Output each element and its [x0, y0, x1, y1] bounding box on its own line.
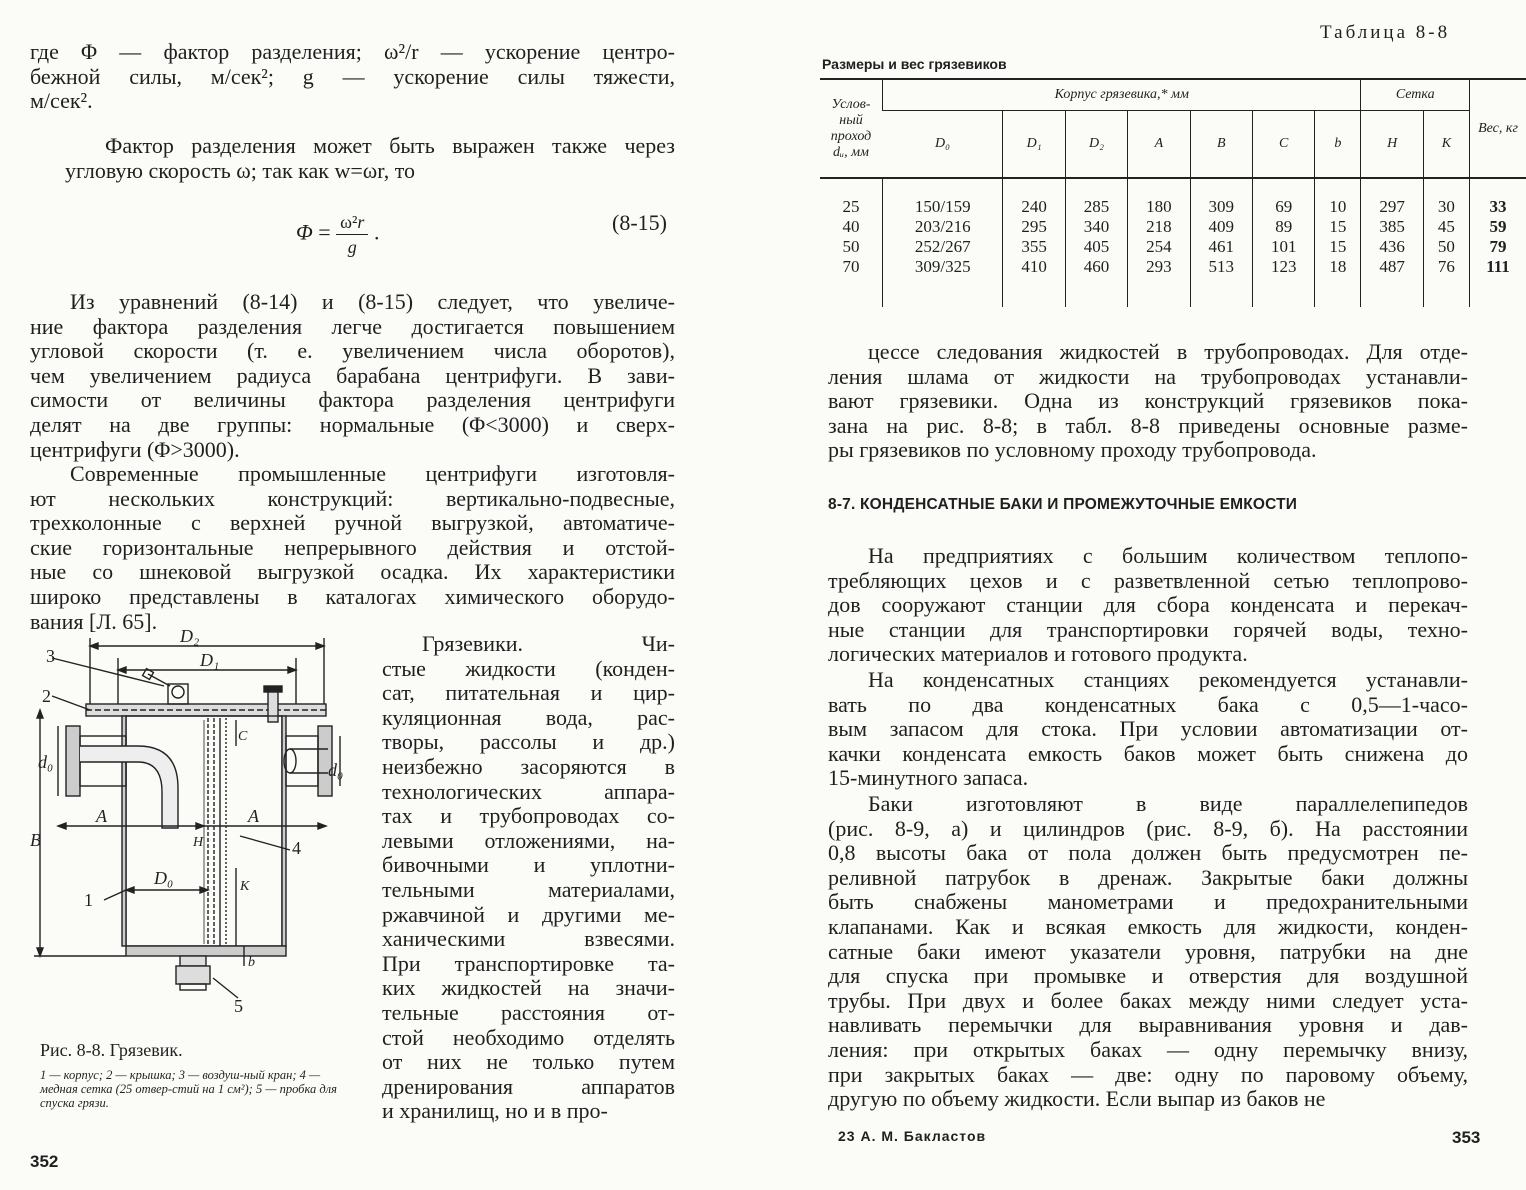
table-cell: 10 [1315, 197, 1361, 217]
table-cell: 18 [1315, 257, 1361, 277]
label-2: 2 [42, 686, 51, 706]
text-line: На конденсатных станциях рекомендуется устанавли- [868, 667, 1468, 692]
text-line: требляющих цехов и с разветвленной сетью теплопрово- [828, 567, 1468, 593]
text-line: тельные расстояния от- [382, 999, 675, 1025]
text-line: куляционная вода, рас- [382, 704, 675, 730]
th-col: H [1361, 111, 1423, 179]
table-cell: 355 [1003, 237, 1065, 257]
text-line: м/сек². [30, 88, 93, 114]
text-line: дов сооружают станции для сбора конденсата и перекач- [828, 592, 1468, 618]
th-col: b [1315, 111, 1361, 179]
th-mesh: Сетка [1361, 79, 1470, 111]
text-line: вать по два конденсатных бака с 0,5—1-часо- [828, 691, 1468, 717]
mud-trap-drawing [28, 628, 358, 1028]
figure-legend: 1 — корпус; 2 — крышка; 3 — воздуш-ный кран; 4 — медная сетка (25 отвер-стий на 1 см²); 5 — пробка для спуска грязи. [40, 1068, 337, 1110]
text-line: качки конденсата емкость баков может быть снижена до [828, 740, 1468, 766]
figure-caption: Рис. 8-8. Грязевик. [40, 1040, 183, 1060]
text-line: логических материалов и готового продукта. [828, 641, 1248, 667]
paragraph-condensate-tanks [828, 668, 1468, 791]
table-cell: 76 [1423, 257, 1469, 277]
text-line: ржавчиной и другими ме- [382, 901, 675, 927]
text-line: На предприятиях с большим количеством теплопо- [868, 543, 1468, 568]
page-number-right: 353 [1452, 1128, 1481, 1147]
label-h: H [193, 835, 204, 850]
table-cell: 180 [1128, 197, 1190, 217]
table-cell: 410 [1003, 257, 1065, 277]
label-a-left: A [96, 806, 107, 826]
text-line: дренирования аппаратов [382, 1073, 675, 1099]
text-line: реливной патрубок в дренаж. Закрытые баки должны [828, 864, 1468, 890]
text-line: 15-минутного запаса. [828, 765, 1029, 791]
table-cell: 513 [1190, 257, 1252, 277]
table-cell: 50 [842, 237, 860, 256]
label-4: 4 [292, 838, 301, 858]
text-line: навливать перемычки для выравнивания уровня и дав- [828, 1012, 1468, 1038]
table-cell: 79 [1470, 237, 1526, 257]
table-row [820, 257, 1526, 277]
text-line: Грязевики. Чи- [422, 631, 675, 656]
text-line: ные станции для транспортировки горячей воды, техно- [828, 616, 1468, 642]
text-line: ние фактора разделения легче достигается повышением [30, 313, 675, 339]
text-line: ские горизонтальные непрерывного действия и отстой- [30, 534, 675, 560]
text-line: ления: при открытых баках — одну перемычку внизу, [828, 1036, 1468, 1062]
dimensions-table [820, 78, 1526, 307]
footer-author: 23 А. М. Бакластов [838, 1128, 987, 1144]
th-cond: Услов-ный проход dᵤ, мм [820, 79, 883, 178]
text-line: (рис. 8-9, а) и цилиндров (рис. 8-9, б). На расстоянии [828, 815, 1468, 841]
table-cell: 460 [1065, 257, 1127, 277]
paragraph-angular-velocity [65, 134, 675, 183]
table-cell: 15 [1315, 237, 1361, 257]
text-line: 0,8 высоты бака от пола должен быть предусмотрен пе- [828, 840, 1468, 866]
text-line: Из уравнений (8-14) и (8-15) следует, что увеличе- [70, 289, 675, 314]
text-line: делят на две группы: нормальные (Φ<3000) и сверх- [30, 411, 675, 437]
text-line: ные со шнековой выгрузкой осадка. Их характеристики [30, 559, 675, 585]
text-line: от них не только путем [382, 1049, 675, 1075]
paragraph-pipeline [828, 340, 1468, 463]
equation-8-15: Φ = $\frac{\text{ω²r}}{g}$ . [296, 212, 380, 257]
text-line: творы, рассолы и др.) [382, 729, 675, 755]
paragraph-centrifuge-types [30, 462, 675, 634]
text-line: цессе следования жидкостей в трубопроводах. Для отде- [868, 339, 1468, 364]
table-cell: 50 [1423, 237, 1469, 257]
paragraph-separation-factor [30, 290, 675, 462]
label-1: 1 [84, 890, 93, 910]
th-body: Корпус грязевика,* мм [883, 79, 1361, 111]
label-b-low: b [248, 955, 255, 970]
text-line: технологических аппара- [382, 778, 675, 804]
text-line: вают грязевики. Одна из конструкций грязевиков пока- [828, 388, 1468, 414]
th-col: D₁ [1003, 111, 1065, 179]
table-cell: 40 [842, 217, 860, 236]
text-line: симости от величины фактора разделения центрифуги [30, 387, 675, 413]
text-line: стые жидкости (конден- [382, 655, 675, 681]
table-row [820, 217, 1526, 237]
table-cell: 405 [1065, 237, 1127, 257]
table-cell: 45 [1423, 217, 1469, 237]
th-weight: Вес, кг [1470, 79, 1526, 178]
table-cell: 123 [1253, 257, 1315, 277]
table-cell: 89 [1253, 217, 1315, 237]
text-line: При транспортировке та- [382, 950, 675, 976]
table-cell: 30 [1423, 197, 1469, 217]
page-number-left: 352 [30, 1152, 59, 1171]
paragraph-mud-traps [382, 632, 675, 1124]
text-line: где Φ — фактор разделения; ω²/r — ускорение центро- [30, 39, 675, 64]
table-cell: 252/267 [883, 237, 1003, 257]
text-line: вания [Л. 65]. [30, 608, 158, 634]
table-title: Размеры и вес грязевиков [822, 56, 1007, 72]
th-col: C [1253, 111, 1315, 179]
text-line: Современные промышленные центрифуги изготовля- [70, 461, 675, 486]
text-line: вым запасом для стока. При условии автоматизации от- [828, 716, 1468, 742]
text-line: стой необходимо отделять [382, 1024, 675, 1050]
text-line: зана на рис. 8-8; в табл. 8-8 приведены основные разме- [828, 412, 1468, 438]
text-line: ры грязевиков по условному проходу трубопровода. [828, 437, 1317, 463]
th-col: K [1423, 111, 1469, 179]
text-line: тах и трубопроводах со- [382, 803, 675, 829]
table-cell: 254 [1128, 237, 1190, 257]
th-col: D₀ [883, 111, 1003, 179]
right-page [760, 0, 1526, 1190]
table-cell: 101 [1253, 237, 1315, 257]
table-cell: 59 [1470, 217, 1526, 237]
table-cell: 70 [842, 257, 860, 276]
label-d2: D₂ [180, 628, 200, 646]
text-line: другую по объему жидкости. Если выпар из баков не [828, 1086, 1326, 1112]
paragraph-stations [828, 544, 1468, 667]
text-line: сат, питательная и цир- [382, 680, 675, 706]
text-line: быть снабжены манометрами и предохранительными [828, 889, 1468, 915]
text-line: ких жидкостей на значи- [382, 975, 675, 1001]
left-page [0, 0, 760, 1190]
table-cell: 340 [1065, 217, 1127, 237]
formula-explanation [30, 40, 675, 114]
label-k: K [240, 879, 250, 894]
text-line: широко представлены в каталогах химического оборудо- [30, 583, 675, 609]
text-line: сатные баки имеют указатели уровня, патрубки на дне [828, 938, 1468, 964]
label-c: C [238, 729, 248, 744]
paragraph-tank-construction [828, 792, 1468, 1112]
table-cell: 385 [1361, 217, 1423, 237]
table-cell: 309/325 [883, 257, 1003, 277]
table-cell: 436 [1361, 237, 1423, 257]
label-d0-left: d₀ [38, 752, 54, 772]
th-col: B [1190, 111, 1252, 179]
text-line: бивочными и уплотни- [382, 852, 675, 878]
label-b-cap: B [30, 830, 41, 850]
text-line: трехколонные с верхней ручной выгрузкой, автоматиче- [30, 510, 675, 536]
label-d0-inner: D₀ [154, 868, 174, 888]
label-3: 3 [46, 646, 55, 666]
equation-number: (8-15) [612, 210, 667, 235]
th-col: D₂ [1065, 111, 1127, 179]
label-d1: D₁ [200, 650, 220, 670]
text-line: бежной силы, м/сек²; g — ускорение силы тяжести, [30, 63, 675, 89]
text-line: тельными материалами, [382, 876, 675, 902]
text-line: центрифуги (Φ>3000). [30, 436, 240, 462]
text-line: для спуска при промывке и отверстия для воздушной [828, 963, 1468, 989]
text-line: чем увеличением радиуса барабана центрифуги. В зави- [30, 362, 675, 388]
table-cell: 25 [842, 197, 860, 216]
table-row [820, 237, 1526, 257]
table-subheader-row [820, 111, 1526, 179]
text-line: Баки изготовляют в виде параллелепипедов [868, 791, 1468, 816]
section-heading: 8-7. КОНДЕНСАТНЫЕ БАКИ И ПРОМЕЖУТОЧНЫЕ ЕМКОСТИ [828, 496, 1298, 513]
text-line: угловой скорости (т. е. увеличением числа оборотов), [30, 338, 675, 364]
text-line: трубы. При двух и более баках между ними следует уста- [828, 987, 1468, 1013]
table-cell: 295 [1003, 217, 1065, 237]
text-line: неизбежно засоряются в [382, 753, 675, 779]
table-label: Таблица 8-8 [1320, 22, 1451, 43]
text-line: и хранилищ, но и в про- [382, 1098, 608, 1124]
th-col: A [1128, 111, 1190, 179]
label-5: 5 [234, 996, 243, 1016]
text-line: при закрытых баках — две: одну по паровому объему, [828, 1061, 1468, 1087]
table-cell: 461 [1190, 237, 1252, 257]
label-a-right: A [248, 806, 259, 826]
table-cell: 293 [1128, 257, 1190, 277]
text-line: Фактор разделения может быть выражен также через [105, 133, 675, 158]
text-line: ют нескольких конструкций: вертикально-подвесные, [30, 485, 675, 511]
table-cell: 69 [1253, 197, 1315, 217]
table-cell: 15 [1315, 217, 1361, 237]
table-cell: 240 [1003, 197, 1065, 217]
table-cell: 285 [1065, 197, 1127, 217]
table-row [820, 197, 1526, 217]
table-cell: 111 [1470, 257, 1526, 277]
table-cell: 487 [1361, 257, 1423, 277]
table-cell: 203/216 [883, 217, 1003, 237]
table-cell: 218 [1128, 217, 1190, 237]
table-cell: 309 [1190, 197, 1252, 217]
table-cell: 297 [1361, 197, 1423, 217]
text-line: ханическими взвесями. [382, 926, 675, 952]
table-cell: 409 [1190, 217, 1252, 237]
text-line: клапанами. Как и всякая емкость для жидкости, конден- [828, 913, 1468, 939]
table-cell: 33 [1470, 197, 1526, 217]
text-line: ления шлама от жидкости на трубопроводах устанавли- [828, 363, 1468, 389]
label-d0-right: d₀ [328, 760, 344, 780]
text-line: угловую скорость ω; так как w=ωr, то [65, 157, 416, 183]
text-line: левыми отложениями, на- [382, 827, 675, 853]
table-cell: 150/159 [883, 197, 1003, 217]
